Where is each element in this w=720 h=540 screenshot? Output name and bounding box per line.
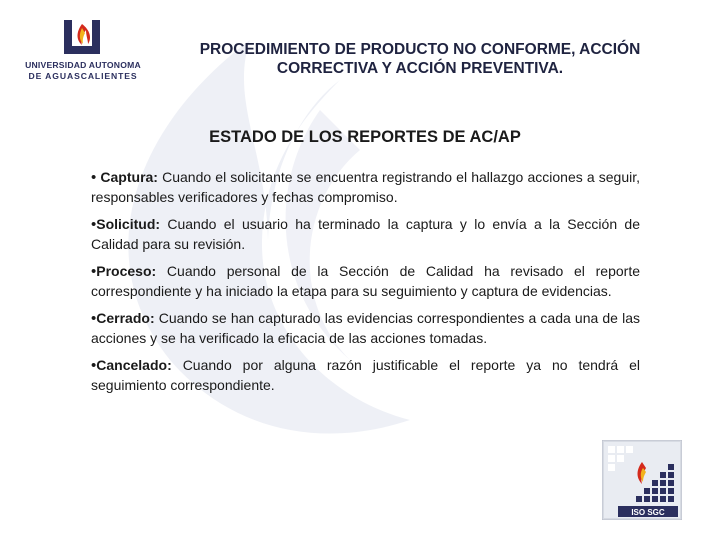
bullet: •	[91, 357, 97, 374]
university-logo	[20, 14, 146, 84]
logo-text-line2: DE AGUASCALIENTES	[28, 71, 138, 81]
logo-text-line1: UNIVERSIDAD AUTONOMA	[25, 60, 141, 70]
bullet: •	[91, 263, 97, 280]
page-title: PROCEDIMIENTO DE PRODUCTO NO CONFORME, ACCIÓN CORRECTIVA Y ACCIÓN PREVENTIVA.	[199, 41, 641, 77]
item-term: Proceso:	[96, 263, 157, 279]
list-item-proceso	[91, 262, 640, 300]
iso-badge-label: ISO SGC	[631, 508, 665, 517]
bullet: •	[91, 310, 97, 327]
iso-certification-badge	[602, 440, 682, 520]
item-description: Cuando el usuario ha terminado la captura y lo envía a la Sección de Calidad para su revisión.	[91, 216, 641, 252]
section-title: ESTADO DE LOS REPORTES DE AC/AP	[209, 128, 521, 146]
item-term: Cancelado:	[96, 357, 172, 373]
item-description: Cuando por alguna razón justificable el reporte ya no tendrá el seguimiento correspondiente.	[91, 357, 641, 393]
item-term: Captura:	[100, 169, 158, 185]
item-description: Cuando se han capturado las evidencias correspondientes a cada una de las acciones y se ha verificado la eficacia de las acciones tomadas.	[91, 310, 640, 346]
item-term: Cerrado:	[96, 310, 155, 326]
item-term: Solicitud:	[96, 216, 161, 232]
university-emblem-icon	[58, 14, 106, 60]
item-description: Cuando personal de la Sección de Calidad ha revisado el reporte correspondiente y ha iniciado la etapa para su seguimiento y captura de evidencias.	[91, 263, 640, 299]
list-item-cancelado	[91, 356, 640, 394]
list-item-captura	[91, 168, 640, 206]
bullet: •	[91, 169, 97, 186]
bullet: •	[91, 216, 97, 233]
list-item-cerrado	[91, 309, 640, 347]
status-list	[91, 168, 640, 403]
item-description: Cuando el solicitante se encuentra registrando el hallazgo acciones a seguir, responsables verificadores y fechas compromiso.	[91, 169, 641, 205]
list-item-solicitud	[91, 215, 640, 253]
